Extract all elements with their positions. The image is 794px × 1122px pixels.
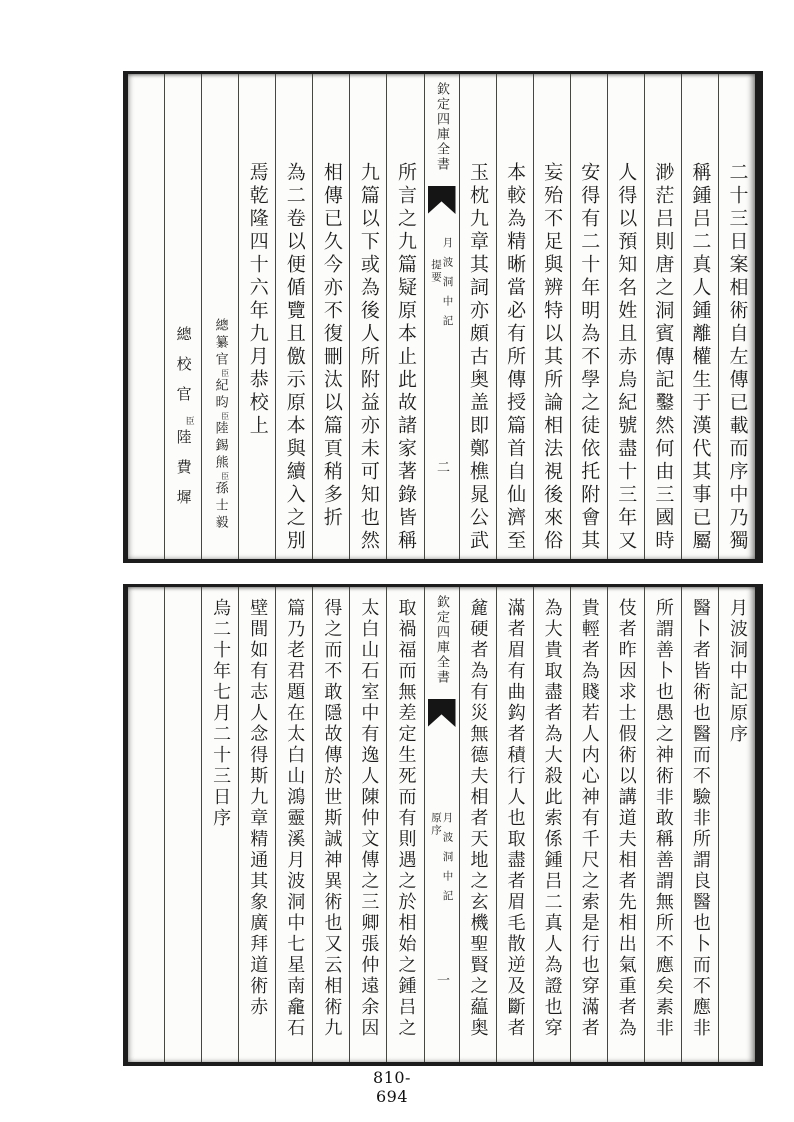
text-column xyxy=(681,587,718,1062)
official-name: 陸費墀 xyxy=(174,429,193,519)
column-text: 月波洞中記原序 xyxy=(726,598,748,745)
text-column xyxy=(275,74,312,559)
column-text: 九篇以下或為後人所附益亦未可知也然 xyxy=(357,162,380,553)
text-column xyxy=(533,74,570,559)
text-column xyxy=(644,587,681,1062)
text-column xyxy=(607,587,644,1062)
text-column xyxy=(644,74,681,559)
text-column xyxy=(349,587,386,1062)
banxin-work-title: 月波洞中記 xyxy=(441,237,454,335)
banxin-titles xyxy=(431,812,453,910)
banxin-folio-number: 一 xyxy=(434,973,449,986)
fishtail-icon xyxy=(428,186,456,214)
text-column xyxy=(570,587,607,1062)
text-column xyxy=(533,587,570,1062)
text-column xyxy=(718,587,755,1062)
text-column xyxy=(607,74,644,559)
text-column xyxy=(201,587,238,1062)
column-text: 為二卷以便偱覽且儌示原本與續入之別 xyxy=(283,162,306,553)
official-name: 陸錫熊 xyxy=(212,421,228,472)
banxin-section-label: 原序 xyxy=(430,812,442,837)
column-text: 麄硬者為有災無德夫相者天地之玄機聖賢之藴奥 xyxy=(467,598,489,1039)
text-column xyxy=(570,74,607,559)
text-column xyxy=(718,74,755,559)
text-column xyxy=(459,74,496,559)
officials-column xyxy=(164,74,201,559)
text-column xyxy=(459,587,496,1062)
column-text: 為大貴取盡者為大殺此索係鍾吕二真人為證也穿 xyxy=(541,598,563,1039)
catalog-number: 810-694 xyxy=(373,1068,411,1106)
official-name: 紀昀 xyxy=(212,378,228,412)
banxin-book-title: 欽定四庫全書 xyxy=(434,595,449,685)
foliation-column xyxy=(424,74,459,559)
text-column xyxy=(312,587,349,1062)
text-column xyxy=(349,74,386,559)
column-text: 稱鍾吕二真人鍾離權生于漢代其事已屬 xyxy=(689,162,712,553)
empty-column xyxy=(128,74,164,559)
text-column xyxy=(681,74,718,559)
column-text: 本較為精晰當必有所傳授篇首自仙濟至 xyxy=(504,162,527,553)
column-text: 取禍福而無差定生死而有則遇之於相始之鍾吕之 xyxy=(395,598,417,1039)
officials-title: 總纂官 xyxy=(212,318,228,369)
column-text: 焉乾隆四十六年九月恭校上 xyxy=(246,162,269,438)
column-text: 伎者昨因求士假術以講道夫相者先相出氣重者為 xyxy=(615,598,637,1039)
column-text: 所言之九篇疑原本止此故諸家著錄皆稱 xyxy=(394,162,417,553)
text-columns-container xyxy=(128,74,755,559)
column-text: 安得有二十年明為不學之徒依托附會其 xyxy=(578,162,601,553)
official-rank: 臣 xyxy=(220,412,230,421)
official-rank: 臣 xyxy=(220,472,230,481)
column-text: 人得以預知名姓且赤烏紀號盡十三年又 xyxy=(615,162,638,553)
column-text: 醫卜者皆術也醫而不驗非所謂良醫也卜而不應非 xyxy=(689,598,711,1039)
column-text: 烏二十年七月二十三日序 xyxy=(210,598,232,829)
official-rank: 臣 xyxy=(183,416,194,429)
text-column xyxy=(275,587,312,1062)
folio-page-preface xyxy=(123,584,763,1066)
column-text: 壁間如有志人念得斯九章精通其象廣拜道術赤 xyxy=(247,598,269,1018)
empty-column xyxy=(128,587,164,1062)
banxin-section-label: 提要 xyxy=(430,259,442,284)
official-rank: 臣 xyxy=(220,369,230,378)
text-column xyxy=(496,587,533,1062)
text-column xyxy=(386,587,423,1062)
column-text: 二十三日案相術自左傳已載而序中乃獨 xyxy=(726,162,749,553)
fishtail-icon xyxy=(428,699,456,727)
column-text: 滿者眉有曲鈎者積行人也取盡者眉毛散逆及斷者 xyxy=(504,598,526,1039)
column-text: 太白山石室中有逸人陳仲文傳之三卿張仲遠余因 xyxy=(358,598,380,1039)
column-text: 篇乃老君題在太白山鴻靈溪月波洞中七星南龕石 xyxy=(284,598,306,1039)
text-columns-container xyxy=(128,587,755,1062)
column-text: 玉枕九章其詞亦頗古奥盖即鄭樵晁公武 xyxy=(467,162,490,553)
banxin-book-title: 欽定四庫全書 xyxy=(434,82,449,172)
column-text: 相傳已久今亦不復刪汰以篇頁稍多折 xyxy=(320,162,343,530)
text-column xyxy=(238,74,275,559)
foliation-column xyxy=(424,587,459,1062)
official-name: 孫士毅 xyxy=(212,481,228,532)
text-column xyxy=(238,587,275,1062)
officials-text xyxy=(212,318,230,532)
officials-text xyxy=(174,326,194,519)
column-text: 所謂善卜也愚之神術非敢稱善謂無所不應矣素非 xyxy=(652,598,674,1039)
folio-page-tiyao xyxy=(123,71,763,563)
banxin-work-title: 月波洞中記 xyxy=(441,812,454,910)
text-column xyxy=(312,74,349,559)
column-text: 妄殆不足與辨特以其所論相法視後來俗 xyxy=(541,162,564,553)
officials-column xyxy=(201,74,238,559)
officials-title: 總校官 xyxy=(174,326,193,416)
column-text: 貴輕者為賤若人内心神有千尺之索是行也穿滿者 xyxy=(578,598,600,1039)
text-column xyxy=(386,74,423,559)
text-column xyxy=(496,74,533,559)
banxin-titles xyxy=(431,237,453,335)
column-text: 得之而不敢隱故傳於世斯誠神異術也又云相術九 xyxy=(321,598,343,1039)
column-text: 渺茫吕則唐之洞賓傳記鑿然何由三國時 xyxy=(652,162,675,553)
empty-column xyxy=(164,587,201,1062)
banxin-folio-number: 二 xyxy=(434,460,449,473)
